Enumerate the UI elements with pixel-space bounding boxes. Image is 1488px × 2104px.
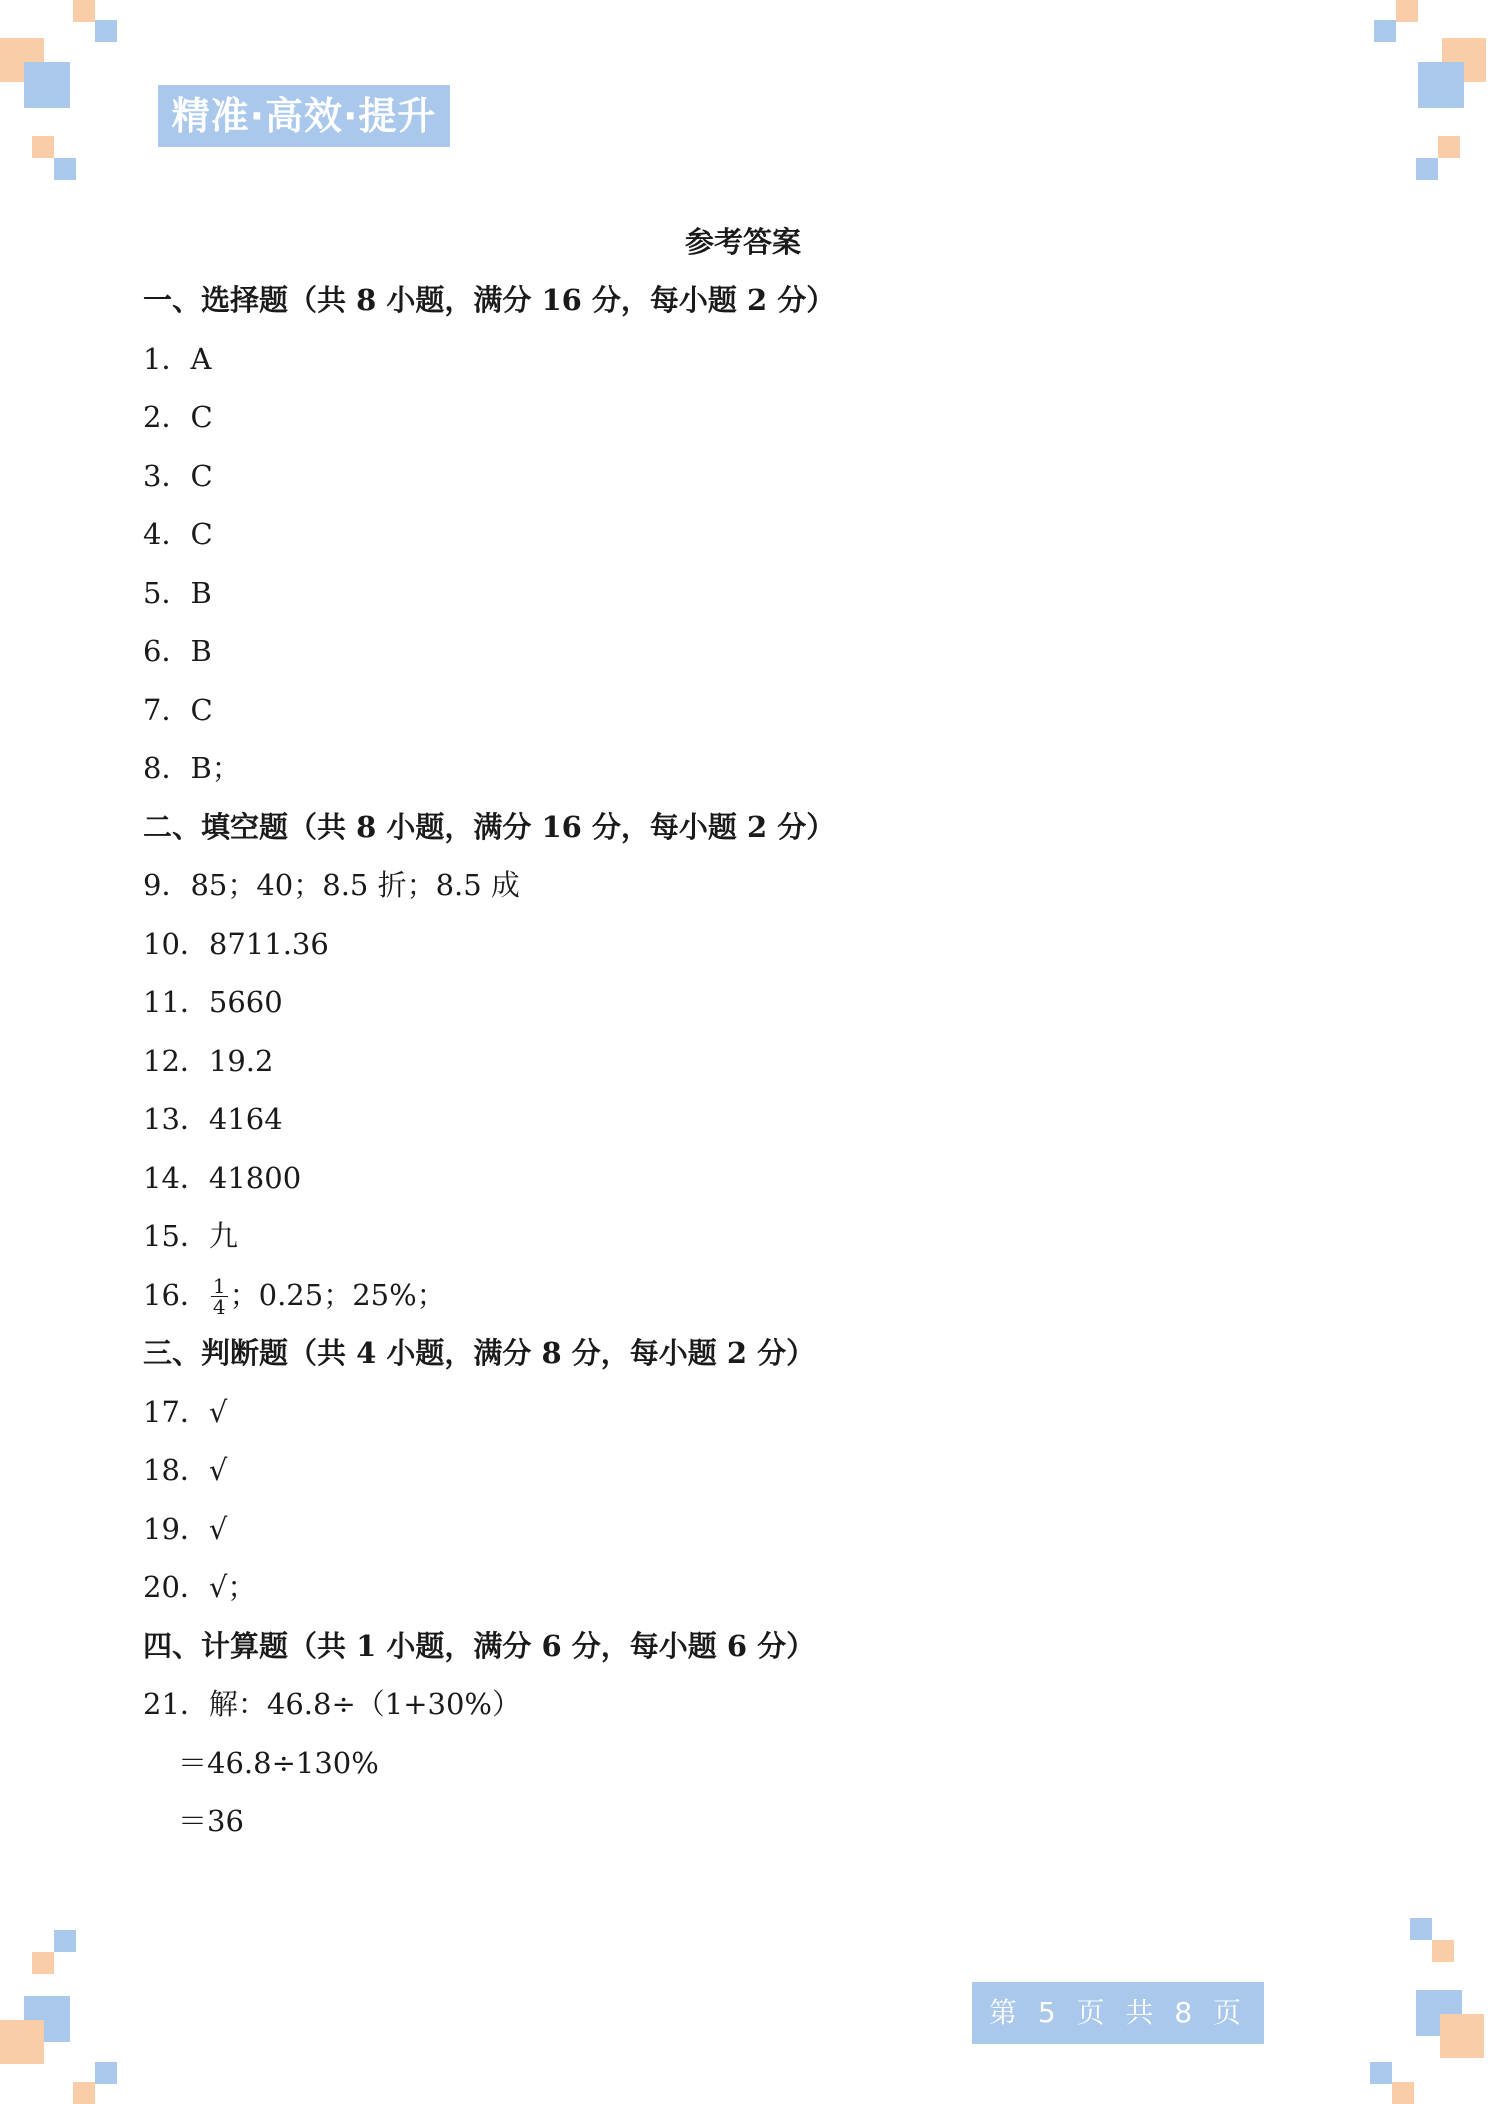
question-number: 16．	[143, 1277, 209, 1312]
corner-decoration	[1416, 158, 1438, 180]
question-number: 10．	[143, 926, 209, 961]
question-number: 5．	[143, 575, 191, 610]
corner-decoration	[1440, 2014, 1484, 2058]
brand-banner: 精准·高效·提升	[158, 85, 450, 147]
corner-decoration	[1418, 62, 1464, 108]
question-number: 8．	[143, 751, 191, 785]
corner-decoration	[54, 158, 76, 180]
question-number: 13．	[143, 1102, 209, 1136]
answer-text: ；0.25；25%；	[229, 1277, 446, 1312]
question-number: 21．	[143, 1687, 209, 1721]
answer-item	[143, 982, 283, 1022]
solution-step	[178, 1743, 379, 1783]
answer-text: √	[208, 1453, 228, 1487]
answer-text: 4164	[208, 1102, 283, 1136]
question-number: 3．	[143, 458, 191, 493]
document-title-text: 参考答案	[685, 225, 802, 259]
answer-text: A	[190, 341, 212, 376]
corner-decoration	[73, 0, 95, 22]
answer-text: √；	[208, 1570, 257, 1604]
corner-decoration	[1370, 2062, 1392, 2084]
answer-item	[143, 397, 213, 437]
document-title	[0, 220, 1488, 261]
answer-item	[143, 631, 212, 671]
corner-decoration	[1374, 20, 1396, 42]
answer-item	[143, 1099, 283, 1139]
corner-decoration	[1438, 136, 1460, 158]
corner-decoration	[0, 2020, 44, 2064]
answer-text: 85；40；8.5 折；8.5 成	[190, 868, 520, 902]
answer-text: 19.2	[208, 1043, 274, 1078]
fraction	[211, 1276, 228, 1317]
answer-text: 8711.36	[208, 926, 329, 961]
answer-text: C	[190, 458, 213, 493]
question-number: 19．	[143, 1511, 209, 1546]
question-number: 11．	[143, 985, 209, 1019]
answer-item	[143, 1684, 521, 1724]
answer-item	[143, 1509, 227, 1549]
answer-item	[143, 573, 212, 613]
question-number: 4．	[143, 517, 191, 551]
corner-decoration	[1396, 0, 1418, 22]
corner-decoration	[95, 2062, 117, 2084]
answer-item	[143, 1567, 256, 1607]
section-heading: 四、计算题（共 1 小题，满分 6 分，每小题 6 分）	[143, 1628, 816, 1663]
corner-decoration	[1392, 2082, 1414, 2104]
corner-decoration	[54, 1930, 76, 1952]
answer-item	[143, 865, 520, 905]
answer-text: 九	[208, 1219, 238, 1253]
question-number: 1．	[143, 341, 191, 376]
answer-item	[143, 1450, 227, 1490]
answer-text: 解：46.8÷（1+30%）	[208, 1687, 521, 1721]
answer-item	[143, 1275, 446, 1318]
answer-text: √	[208, 1394, 228, 1429]
answer-text: C	[190, 400, 213, 434]
answer-item	[143, 1158, 301, 1198]
section-heading: 一、选择题（共 8 小题，满分 16 分，每小题 2 分）	[143, 283, 836, 317]
corner-decoration	[1410, 1918, 1432, 1940]
question-number: 9．	[143, 868, 191, 902]
question-number: 20．	[143, 1570, 209, 1604]
answer-text: √	[208, 1511, 228, 1546]
solution-step	[178, 1801, 244, 1841]
corner-decoration	[32, 1952, 54, 1974]
corner-decoration	[32, 136, 54, 158]
answer-text: 5660	[208, 985, 283, 1019]
answer-text: B；	[190, 751, 241, 785]
answer-item	[143, 339, 211, 379]
question-number: 7．	[143, 692, 191, 727]
section-heading: 三、判断题（共 4 小题，满分 8 分，每小题 2 分）	[143, 1336, 816, 1370]
question-number: 6．	[143, 634, 191, 668]
corner-decoration	[73, 2082, 95, 2104]
answer-item	[143, 1216, 238, 1256]
question-number: 15．	[143, 1219, 209, 1253]
fraction-numerator: 1	[212, 1274, 226, 1298]
question-number: 14．	[143, 1160, 209, 1195]
question-number: 12．	[143, 1043, 209, 1078]
answer-item	[143, 690, 213, 730]
question-number: 18．	[143, 1453, 209, 1487]
answer-text: B	[190, 575, 212, 610]
answer-item	[143, 456, 213, 496]
answer-text: ＝46.8÷130%	[178, 1745, 379, 1780]
answer-item	[143, 1392, 227, 1432]
fraction-denominator: 4	[212, 1295, 226, 1319]
answer-text: C	[190, 517, 213, 551]
answer-item	[143, 748, 241, 788]
corner-decoration	[24, 62, 70, 108]
answer-item	[143, 514, 213, 554]
answer-item	[143, 924, 329, 964]
answer-text: ＝36	[178, 1804, 244, 1838]
corner-decoration	[1432, 1940, 1454, 1962]
section-heading: 二、填空题（共 8 小题，满分 16 分，每小题 2 分）	[143, 809, 836, 844]
question-number: 17．	[143, 1394, 209, 1429]
question-number: 2．	[143, 400, 191, 434]
answer-text: 41800	[208, 1160, 302, 1195]
answer-item	[143, 1041, 273, 1081]
page-number: 第 5 页 共 8 页	[972, 1982, 1264, 2044]
corner-decoration	[95, 20, 117, 42]
answer-text: B	[190, 634, 212, 668]
answer-text: C	[190, 692, 213, 727]
